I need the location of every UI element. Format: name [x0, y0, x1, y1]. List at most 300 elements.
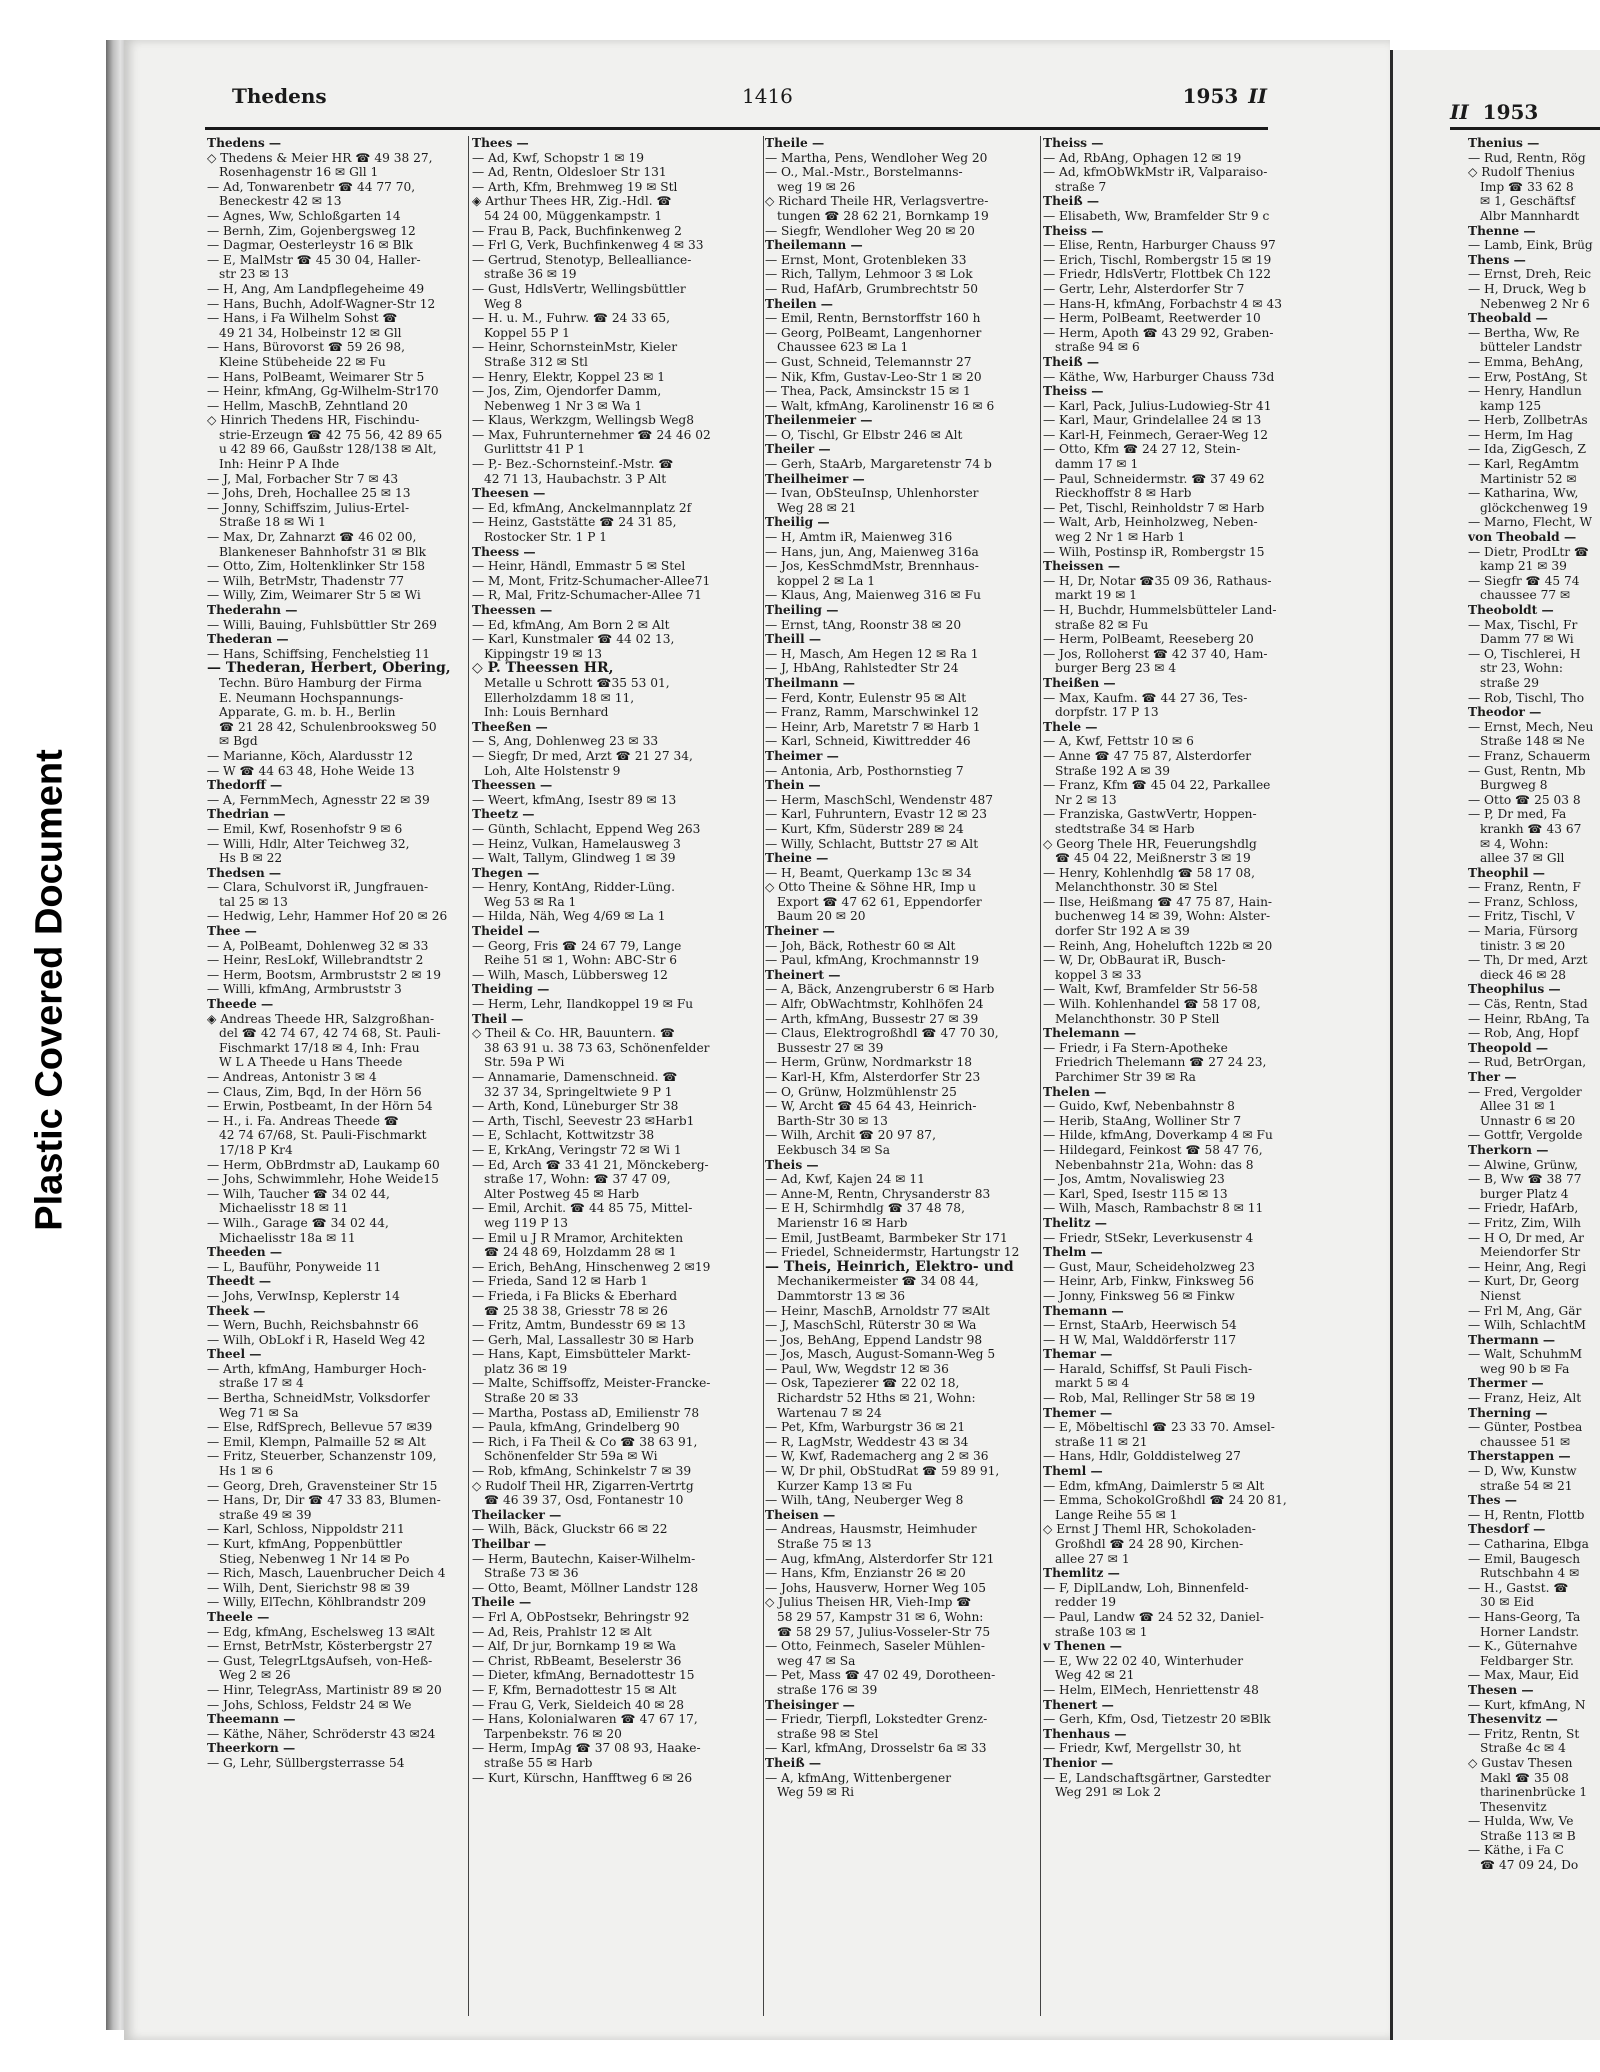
directory-entry-line: Theidel — [472, 924, 540, 939]
directory-entry-line: — E H, Schirmhdlg ☎ 37 48 78, [765, 1201, 965, 1216]
directory-entry-line: — Guido, Kwf, Nebenbahnstr 8 [1043, 1099, 1235, 1114]
directory-entry-line: Koppel 55 P 1 [484, 325, 570, 340]
directory-entry-line: Straße 192 A ✉ 39 [1055, 763, 1170, 778]
directory-entry-line: — Ilse, Heißmang ☎ 47 75 87, Hain- [1043, 894, 1273, 909]
directory-entry-line: — Wilh, BetrMstr, Thadenstr 77 [207, 573, 404, 588]
directory-entry-line: straße 103 ✉ 1 [1055, 1624, 1148, 1639]
directory-entry-line: Makl ☎ 35 08 [1480, 1770, 1569, 1785]
directory-entry-line: Theilmann — [765, 675, 855, 690]
directory-entry-line: Theml — [1043, 1464, 1103, 1479]
directory-entry-line: ☎ 21 28 42, Schulenbrooksweg 50 [219, 719, 437, 734]
directory-entry-line: Theil — [472, 1011, 524, 1026]
directory-entry-line: — Malte, Schiffsoffz, Meister-Francke- [472, 1376, 711, 1391]
directory-entry-line: — A, FernmMech, Agnesstr 22 ✉ 39 [207, 792, 430, 807]
directory-entry-line: 30 ✉ Eid [1480, 1595, 1535, 1610]
directory-entry-line: straße 29 [1480, 675, 1539, 690]
directory-entry-line: Theesen — [472, 486, 546, 501]
directory-entry-line: — A, PolBeamt, Dohlenweg 32 ✉ 33 [207, 938, 429, 953]
directory-entry-line: — Willy, Schlacht, Buttstr 27 ✉ Alt [765, 836, 979, 851]
directory-entry-line: Theiner — [765, 924, 835, 939]
directory-entry-line: — Friedel, Schneidermstr, Hartungstr 12 [765, 1245, 1020, 1260]
directory-entry-line: — E, KrkAng, Veringstr 72 ✉ Wi 1 [472, 1142, 682, 1157]
directory-entry-line: ◇ Ernst J Theml HR, Schokoladen- [1043, 1522, 1256, 1537]
directory-entry-line: — Jonny, Finksweg 56 ✉ Finkw [1043, 1288, 1235, 1303]
directory-entry-line: — Georg, PolBeamt, Langenhorner [765, 325, 982, 340]
directory-entry-line: — Gerh, StaArb, Margaretenstr 74 b [765, 457, 992, 472]
directory-entry-line: Kleine Stübeheide 22 ✉ Fu [219, 354, 386, 369]
directory-entry-line: — H., i. Fa. Andreas Theede ☎ [207, 1113, 399, 1128]
directory-entry-line: redder 19 [1055, 1595, 1117, 1610]
directory-entry-line: Rosenhagenstr 16 ✉ Gll 1 [219, 165, 379, 180]
directory-entry-line: — Hans-H, kfmAng, Forbachstr 4 ✉ 43 [1043, 296, 1282, 311]
directory-entry-line: koppel 3 ✉ 33 [1055, 967, 1142, 982]
directory-entry-line: — Karl, Maur, Grindelallee 24 ✉ 13 [1043, 413, 1262, 428]
directory-entry-line: Thesenvitz [1480, 1799, 1547, 1814]
directory-entry-line: — Ad, kfmObWkMstr iR, Valparaiso- [1043, 165, 1268, 180]
directory-entry-line: Weg 59 ✉ Ri [777, 1785, 854, 1800]
directory-entry-line: ☎ 58 29 57, Julius-Vosseler-Str 75 [777, 1624, 991, 1639]
directory-entry-line: — Gertr, Lehr, Alsterdorfer Str 7 [1043, 281, 1245, 296]
directory-entry-line: koppel 2 ✉ La 1 [777, 573, 876, 588]
directory-entry-line: — Erich, BehAng, Hinschenweg 2 ✉19 [472, 1259, 711, 1274]
directory-entry-line: — Franz, Heiz, Alt [1468, 1391, 1582, 1406]
directory-entry-line: Reihe 51 ✉ 1, Wohn: ABC-Str 6 [484, 953, 678, 968]
directory-entry-line: — Ernst, Mech, Neu [1468, 719, 1594, 734]
directory-entry-line: — E, Landschaftsgärtner, Garstedter [1043, 1770, 1271, 1785]
directory-entry-line: — A, kfmAng, Wittenbergener [765, 1770, 952, 1785]
directory-entry-line: Thermann — [1468, 1332, 1556, 1347]
directory-entry-line: — Paul, kfmAng, Krochmannstr 19 [765, 953, 979, 968]
directory-entry-line: — Elisabeth, Ww, Bramfelder Str 9 c [1043, 208, 1270, 223]
directory-entry-line: — Rich, i Fa Theil & Co ☎ 38 63 91, [472, 1434, 698, 1449]
directory-entry-line: — Karl, Schneid, Kiwittredder 46 [765, 734, 971, 749]
right-page-header [1450, 100, 1538, 124]
directory-entry-line: Theede — [207, 997, 274, 1012]
directory-entry-line: — F, DiplLandw, Loh, Binnenfeld- [1043, 1580, 1249, 1595]
directory-entry-line: Feldbarger Str. [1480, 1653, 1574, 1668]
directory-entry-line: damm 17 ✉ 1 [1055, 457, 1139, 472]
directory-entry-line: — Emil, Archit. ☎ 44 85 75, Mittel- [472, 1201, 693, 1216]
directory-entry-line: — W, Kwf, Rademacherg ang 2 ✉ 36 [765, 1449, 989, 1464]
directory-entry-line: — Franz, Schauerm [1468, 748, 1591, 763]
directory-entry-line: W L A Theede u Hans Theede [219, 1055, 403, 1070]
directory-entry-line: Weg 28 ✉ 21 [777, 500, 857, 515]
directory-column-3 [765, 136, 1040, 2026]
directory-entry-line: str 23 ✉ 13 [219, 267, 289, 282]
directory-entry-line: Theilacker — [472, 1507, 562, 1522]
directory-entry-line: ☎ 46 39 37, Osd, Fontanestr 10 [484, 1493, 684, 1508]
directory-entry-line: del ☎ 42 74 67, 42 74 68, St. Pauli- [219, 1026, 441, 1041]
directory-entry-line: straße 82 ✉ Fu [1055, 617, 1149, 632]
directory-entry-line: — E, Ww 22 02 40, Winterhuder [1043, 1653, 1244, 1668]
directory-entry-line: — Frl A, ObPostsekr, Behringstr 92 [472, 1609, 690, 1624]
directory-entry-line: Theobald — [1468, 311, 1548, 326]
directory-entry-line: — Erw, PostAng, St [1468, 369, 1588, 384]
directory-entry-line: — P,- Bez.-Schornsteinf.-Mstr. ☎ [472, 457, 674, 472]
directory-entry-line: — Frau G, Verk, Sieldeich 40 ✉ 28 [472, 1697, 685, 1712]
directory-entry-line: — Annamarie, Damenschneid. ☎ [472, 1070, 678, 1084]
directory-entry-line: Theerkorn — [207, 1741, 296, 1756]
directory-entry-line: — H. u. M., Fuhrw. ☎ 24 33 65, [472, 311, 671, 326]
directory-entry-line: — Hilde, kfmAng, Doverkamp 4 ✉ Fu [1043, 1128, 1273, 1143]
directory-entry-line: — Walt, Arb, Heinholzweg, Neben- [1043, 515, 1258, 530]
directory-entry-line: — Nik, Kfm, Gustav-Leo-Str 1 ✉ 20 [765, 369, 982, 384]
directory-entry-line: — Anne ☎ 47 75 87, Alsterdorfer [1043, 748, 1252, 763]
directory-entry-line: Straße 312 ✉ Stl [484, 354, 588, 369]
directory-entry-line: ◇ Richard Theile HR, Verlagsvertre- [765, 194, 989, 209]
directory-entry-line: Chaussee 623 ✉ La 1 [777, 340, 909, 355]
directory-entry-line: Allee 31 ✉ 1 [1480, 1099, 1557, 1114]
directory-column-2 [472, 136, 768, 2026]
directory-entry-line: — Martha, Pens, Wendloher Weg 20 [765, 150, 988, 165]
directory-entry-line: — Anne-M, Rentn, Chrysanderstr 83 [765, 1186, 991, 1201]
directory-entry-line: — A, Kwf, Fettstr 10 ✉ 6 [1043, 734, 1194, 749]
directory-entry-line: — Heinz, Vulkan, Hamelausweg 3 [472, 836, 681, 851]
directory-entry-line: Theiss — [1043, 223, 1104, 238]
directory-entry-line: ✉ 4, Wohn: [1480, 836, 1549, 851]
directory-entry-line: — Antonia, Arb, Posthornstieg 7 [765, 763, 964, 778]
directory-entry-line: — Gust, Maur, Scheideholzweg 23 [1043, 1259, 1255, 1274]
directory-entry-line: — J, Mal, Forbacher Str 7 ✉ 43 [207, 471, 399, 486]
directory-entry-line: — Ed, kfmAng, Am Born 2 ✉ Alt [472, 617, 670, 632]
directory-entry-line: Beneckestr 42 ✉ 13 [219, 194, 342, 209]
directory-entry-line: — Johs, VerwInsp, Keplerstr 14 [207, 1288, 400, 1303]
directory-entry-line: Nebenbahnstr 21a, Wohn: das 8 [1055, 1157, 1254, 1172]
directory-entry-line: Melanchthonstr. 30 ✉ Stel [1055, 880, 1218, 895]
directory-entry-line: — S, Ang, Dohlenweg 23 ✉ 33 [472, 734, 659, 749]
side-banner [0, 0, 100, 2072]
directory-entry-line: Weg 42 ✉ 21 [1055, 1668, 1135, 1683]
directory-entry-line: weg 47 ✉ Sa [777, 1653, 856, 1668]
directory-entry-line: — Alwine, Grünw, [1468, 1157, 1579, 1172]
directory-entry-line: — Karl, Fuhruntern, Evastr 12 ✉ 23 [765, 807, 987, 822]
directory-entry-line: — Rob, Ang, Hopf [1468, 1026, 1579, 1041]
directory-entry-line: — Emil, Kwf, Rosenhofstr 9 ✉ 6 [207, 821, 403, 836]
directory-entry-line: — Franziska, GastwVertr, Hoppen- [1043, 807, 1257, 822]
directory-entry-line: Theedt — [207, 1274, 272, 1289]
directory-entry-line: — Henry, KontAng, Ridder-Lüng. [472, 880, 675, 895]
directory-entry-line: Theisinger — [765, 1697, 855, 1712]
directory-entry-line: — W, Dr, ObBaurat iR, Busch- [1043, 953, 1226, 968]
directory-entry-line: Gurlittstr 41 P 1 [484, 442, 586, 457]
directory-entry-line: Nienst [1480, 1288, 1521, 1303]
directory-entry-line: — Ernst, StaArb, Heerwisch 54 [1043, 1318, 1237, 1333]
directory-entry-line: — H, Amtm iR, Maienweg 316 [765, 530, 953, 545]
directory-entry-line: — Wilh, ObLokf i R, Haseld Weg 42 [207, 1332, 426, 1347]
directory-entry-line: — Marianne, Köch, Alardusstr 12 [207, 748, 414, 763]
directory-entry-line: — Henry, Elektr, Koppel 23 ✉ 1 [472, 369, 666, 384]
directory-entry-line: — Max, Dr, Zahnarzt ☎ 46 02 00, [207, 530, 417, 545]
directory-entry-line: Thens — [1468, 252, 1526, 267]
directory-entry-line: — Frieda, i Fa Blicks & Eberhard [472, 1288, 678, 1303]
directory-entry-line: — Georg, Dreh, Gravensteiner Str 15 [207, 1478, 438, 1493]
directory-entry-line: — Emil, Klempn, Palmaille 52 ✉ Alt [207, 1434, 426, 1449]
directory-entry-line: — Karl, kfmAng, Drosselstr 6a ✉ 33 [765, 1741, 987, 1756]
directory-entry-line: Theisen — [765, 1507, 836, 1522]
directory-entry-line: ◇ Rudolf Theil HR, Zigarren-Vertrtg [472, 1478, 694, 1493]
directory-entry-line: Nr 2 ✉ 13 [1055, 792, 1117, 807]
directory-entry-line: Straße 113 ✉ B [1480, 1828, 1576, 1843]
directory-entry-line: — Henry, Handlun [1468, 384, 1582, 399]
directory-entry-line: Theemann — [207, 1712, 296, 1727]
directory-entry-line: — Wilh, Bäck, Gluckstr 66 ✉ 22 [472, 1522, 668, 1537]
directory-entry-line: Michaelisstr 18a ✉ 11 [219, 1230, 356, 1245]
directory-entry-line: von Theobald — [1468, 530, 1577, 545]
directory-entry-line: — Jos, Zim, Ojendorfer Damm, [472, 384, 662, 399]
directory-entry-line: straße 98 ✉ Stel [777, 1726, 879, 1741]
directory-entry-line: Theiss — [1043, 136, 1104, 150]
directory-entry-line: — Frl G, Verk, Buchfinkenweg 4 ✉ 33 [472, 238, 704, 253]
directory-entry-line: — Friedr, HdlsVertr, Flottbek Ch 122 [1043, 267, 1271, 282]
directory-entry-line: Theophil — [1468, 865, 1545, 880]
right-header-rule [1450, 127, 1600, 130]
directory-entry-line: — Erwin, Postbeamt, In der Hörn 54 [207, 1099, 433, 1114]
directory-entry-line: — D, Ww, Kunstw [1468, 1464, 1577, 1479]
directory-entry-line: Themann — [1043, 1303, 1124, 1318]
directory-entry-line: — Wilh., Garage ☎ 34 02 44, [207, 1215, 389, 1230]
directory-entry-line: ◈ Andreas Theede HR, Salzgroßhan- [207, 1011, 435, 1026]
directory-entry-line: weg 119 P 13 [484, 1215, 569, 1230]
directory-entry-line: — Fritz, Steuerber, Schanzenstr 109, [207, 1449, 437, 1464]
column-divider [468, 136, 469, 2016]
directory-entry-line: ☎ 45 04 22, Meißnerstr 3 ✉ 19 [1055, 851, 1251, 866]
directory-entry-line: Straße 20 ✉ 33 [484, 1391, 579, 1406]
page-year [1183, 84, 1267, 108]
directory-entry-line: Thelen — [1043, 1084, 1107, 1099]
directory-entry-line: straße 94 ✉ 6 [1055, 340, 1140, 355]
directory-entry-line: Therkorn — [1468, 1142, 1549, 1157]
directory-entry-line: — Herm, PolBeamt, Reetwerder 10 [1043, 311, 1261, 326]
directory-entry-line: — L, Bauführ, Ponyweide 11 [207, 1259, 382, 1274]
directory-entry-line: Thedorff — [207, 778, 283, 793]
directory-entry-line: — Kurt, kfmAng, Poppenbüttler [207, 1537, 402, 1551]
directory-entry-line: ☎ 25 38 38, Griesstr 78 ✉ 26 [484, 1303, 668, 1318]
directory-entry-line: — Rich, Masch, Lauenbrucher Deich 4 [207, 1566, 446, 1581]
directory-entry-line: — Gerh, Kfm, Osd, Tietzestr 20 ✉Blk [1043, 1712, 1271, 1727]
directory-entry-line: — Gust, Schneid, Telemannstr 27 [765, 354, 972, 369]
directory-entry-line: — P, Dr med, Fa [1468, 807, 1567, 822]
directory-entry-line: Kurzer Kamp 13 ✉ Fu [777, 1478, 913, 1493]
directory-entry-line: ◇ Rudolf Thenius [1468, 165, 1575, 180]
directory-entry-line: — Wilh, Masch, Lübbersweg 12 [472, 967, 668, 982]
directory-entry-line: ☎ 24 48 69, Holzdamm 28 ✉ 1 [484, 1245, 677, 1260]
directory-entry-line: ◇ Gustav Thesen [1468, 1755, 1573, 1770]
directory-entry-line: Blankeneser Bahnhofstr 31 ✉ Blk [219, 544, 426, 559]
directory-entry-line: Loh, Alte Holstenstr 9 [484, 763, 621, 778]
directory-entry-line: Thenhaus — [1043, 1726, 1127, 1741]
directory-entry-line: — Ed, Arch ☎ 33 41 21, Mönckeberg- [472, 1157, 709, 1172]
directory-entry-line: Großhdl ☎ 24 28 90, Kirchen- [1055, 1537, 1244, 1551]
directory-entry-line: — Aug, kfmAng, Alsterdorfer Str 121 [765, 1551, 995, 1566]
directory-entry-line: Theile — [765, 136, 825, 150]
directory-entry-line: Thelemann — [1043, 1026, 1137, 1041]
directory-entry-line: — Hans, PolBeamt, Weimarer Str 5 [207, 369, 425, 384]
directory-entry-line: Baum 20 ✉ 20 [777, 909, 866, 924]
directory-entry-line: — Ad, Tonwarenbetr ☎ 44 77 70, [207, 179, 416, 194]
directory-entry-line: — Wilh. Kohlenhandel ☎ 58 17 08, [1043, 997, 1261, 1012]
directory-entry-line: — Käthe, Ww, Harburger Chauss 73d [1043, 369, 1275, 384]
directory-entry-line: — Johs, Schwimmlehr, Hohe Weide15 [207, 1172, 439, 1187]
directory-entry-line: — Otto, Beamt, Möllner Landstr 128 [472, 1580, 699, 1595]
directory-entry-line: Michaelisstr 18 ✉ 11 [219, 1201, 349, 1216]
directory-entry-line: Theilen — [765, 296, 833, 311]
page-header [232, 84, 1267, 124]
directory-entry-line: Thedens — [207, 136, 282, 150]
directory-entry-line: dorfer Str 192 A ✉ 39 [1055, 924, 1190, 939]
directory-entry-line: — Arth, Kfm, Brehmweg 19 ✉ Stl [472, 179, 678, 194]
directory-entry-line: — Kurt, kfmAng, N [1468, 1697, 1586, 1712]
directory-entry-line: — Thederan, Herbert, Obering, [207, 661, 451, 676]
directory-entry-line: — Hilda, Näh, Weg 4/69 ✉ La 1 [472, 909, 666, 924]
directory-entry-line: — Günter, Postbea [1468, 1420, 1583, 1435]
directory-entry-line: — Klaus, Ang, Maienweg 316 ✉ Fu [765, 588, 981, 603]
directory-entry-line: — E, Möbeltischl ☎ 23 33 70. Amsel- [1043, 1420, 1275, 1435]
directory-entry-line: — Herm, Bautechn, Kaiser-Wilhelm- [472, 1551, 696, 1566]
directory-entry-line: Lange Reihe 55 ✉ 1 [1055, 1507, 1178, 1522]
directory-entry-line: — Fritz, Amtm, Bundesstr 69 ✉ 13 [472, 1318, 686, 1333]
directory-entry-line: ◈ Arthur Thees HR, Zig.-Hdl. ☎ [472, 194, 672, 209]
directory-entry-line: burger Berg 23 ✉ 4 [1055, 661, 1177, 676]
directory-entry-line: Thenert — [1043, 1697, 1114, 1712]
directory-entry-line: kamp 125 [1480, 398, 1542, 413]
directory-entry-line: ◇ P. Theessen HR, [472, 661, 614, 676]
directory-entry-line: — Arth, kfmAng, Hamburger Hoch- [207, 1361, 427, 1376]
directory-entry-line: — Herm, ImpAg ☎ 37 08 93, Haake- [472, 1741, 701, 1756]
directory-entry-line: u 42 89 66, Gaußstr 128/138 ✉ Alt, [219, 442, 437, 457]
directory-entry-line: Thedsen — [207, 865, 282, 880]
directory-entry-line: Thenius — [1468, 136, 1540, 150]
directory-entry-line: — Günth, Schlacht, Eppend Weg 263 [472, 821, 701, 836]
directory-entry-line: — Otto ☎ 25 03 8 [1468, 792, 1581, 807]
directory-entry-line: weg 2 Nr 1 ✉ Harb 1 [1055, 530, 1186, 545]
directory-entry-line: — Siegfr ☎ 45 74 [1468, 573, 1580, 588]
directory-entry-line: — Friedr, HafArb, [1468, 1201, 1579, 1216]
directory-entry-line: — Fritz, Rentn, St [1468, 1726, 1580, 1741]
directory-entry-line: Metalle u Schrott ☎35 53 01, [484, 675, 670, 690]
directory-entry-line: Thes — [1468, 1493, 1517, 1508]
directory-entry-line: Thele — [1043, 719, 1098, 734]
directory-entry-line: — H, Buchdr, Hummelsbütteler Land- [1043, 603, 1277, 617]
directory-entry-line: straße 55 ✉ Harb [484, 1755, 593, 1770]
directory-entry-line: — Dieter, kfmAng, Bernadottestr 15 [472, 1668, 695, 1683]
directory-entry-line: 32 37 34, Springeltwiete 9 P 1 [484, 1084, 673, 1099]
directory-entry-line: Inh: Louis Bernhard [484, 705, 609, 720]
directory-entry-line: — Ivan, ObSteuInsp, Uhlenhorster [765, 486, 979, 501]
directory-entry-line: tungen ☎ 28 62 21, Bornkamp 19 [777, 208, 989, 223]
directory-entry-line: — Paul, Landw ☎ 24 52 32, Daniel- [1043, 1609, 1264, 1624]
directory-entry-line: — Johs, Hausverw, Horner Weg 105 [765, 1580, 987, 1595]
directory-entry-line: — Willi, Bauing, Fuhlsbüttler Str 269 [207, 617, 437, 632]
directory-entry-line: — Martha, Postass aD, Emilienstr 78 [472, 1405, 700, 1420]
directory-entry-line: weg 90 b ✉ Fa [1480, 1361, 1570, 1376]
right-year: 1953 [1482, 100, 1539, 124]
directory-entry-line: — Rob, Tischl, Tho [1468, 690, 1585, 705]
directory-entry-line: — Gust, Rentn, Mb [1468, 763, 1586, 778]
directory-entry-line: — Pet, Kfm, Warburgstr 36 ✉ 21 [765, 1420, 966, 1435]
directory-entry-line: — Frau B, Pack, Buchfinkenweg 2 [472, 223, 682, 238]
directory-entry-line: dorpfstr. 17 P 13 [1055, 705, 1159, 720]
directory-entry-line: — Käthe, Näher, Schröderstr 43 ✉24 [207, 1726, 436, 1741]
year-value: 1953 [1182, 84, 1239, 108]
directory-entry-line: dieck 46 ✉ 28 [1480, 967, 1566, 982]
directory-entry-line: — Siegfr, Wendloher Weg 20 ✉ 20 [765, 223, 975, 238]
directory-entry-line: straße 17 ✉ 4 [219, 1376, 304, 1391]
directory-entry-line: — A, Bäck, Anzengruberstr 6 ✉ Harb [765, 982, 995, 997]
page-number: 1416 [742, 84, 793, 108]
directory-entry-line: — Hans, Dr, Dir ☎ 47 33 83, Blumen- [207, 1493, 441, 1508]
directory-entry-line: — Wern, Buchh, Reichsbahnstr 66 [207, 1318, 419, 1333]
directory-entry-line: — Dietr, ProdLtr ☎ [1468, 544, 1590, 559]
directory-entry-line: strie-Erzeugn ☎ 42 75 56, 42 89 65 [219, 427, 443, 442]
directory-entry-line: Martinistr 52 ✉ [1480, 471, 1577, 486]
directory-entry-line: — Heinr, RbAng, Ta [1468, 1011, 1590, 1026]
directory-entry-line: ◇ Georg Thele HR, Feuerungshdlg [1043, 836, 1257, 851]
directory-entry-line: — Friedr, Tierpfl, Lokstedter Grenz- [765, 1712, 988, 1727]
directory-entry-line: straße 54 ✉ 21 [1480, 1478, 1573, 1493]
directory-entry-line: — Otto, Kfm ☎ 24 27 12, Stein- [1043, 442, 1241, 457]
directory-entry-line: — Catharina, Elbga [1468, 1537, 1589, 1551]
directory-entry-line: — Hedwig, Lehr, Hammer Hof 20 ✉ 26 [207, 909, 448, 924]
directory-entry-line: — Heinz, Gaststätte ☎ 24 31 85, [472, 515, 677, 530]
directory-entry-line: — Ernst, tAng, Roonstr 38 ✉ 20 [765, 617, 962, 632]
directory-entry-line: — Wilh, Archit ☎ 20 97 87, [765, 1128, 936, 1143]
directory-entry-line: — O, Tischlerei, H [1468, 646, 1581, 661]
directory-entry-line: Rieckhoffstr 8 ✉ Harb [1055, 486, 1192, 501]
column-divider [763, 136, 764, 2016]
directory-entry-line: Therstappen — [1468, 1449, 1571, 1464]
directory-entry-line: 42 71 13, Haubachstr. 3 P Alt [484, 471, 667, 486]
directory-entry-line: Theilheimer — [765, 471, 865, 486]
directory-entry-line: Thesdorf — [1468, 1522, 1546, 1537]
directory-entry-line: 49 21 34, Holbeinstr 12 ✉ Gll [219, 325, 402, 340]
directory-entry-line: — Wilh, SchlachtM [1468, 1318, 1587, 1333]
directory-entry-line: — Emil u J R Mramor, Architekten [472, 1230, 684, 1245]
directory-entry-line: tal 25 ✉ 13 [219, 894, 288, 909]
directory-entry-line: — M, Mont, Fritz-Schumacher-Allee71 [472, 573, 711, 588]
directory-entry-line: 17/18 P Kr4 [219, 1142, 293, 1157]
directory-entry-line: burger Platz 4 [1480, 1186, 1569, 1201]
directory-entry-line: str 23, Wohn: [1480, 661, 1563, 676]
directory-entry-line: chaussee 51 ✉ [1480, 1434, 1571, 1449]
directory-entry-line: Theele — [207, 1609, 270, 1624]
directory-entry-line: — Bertha, SchneidMstr, Volksdorfer [207, 1391, 430, 1406]
directory-entry-line: — H, Rentn, Flottb [1468, 1507, 1585, 1522]
directory-entry-line: — Theis, Heinrich, Elektro- und [765, 1259, 1014, 1275]
directory-entry-line: Theophilus — [1468, 982, 1561, 997]
directory-entry-line: — Jos, Masch, August-Somann-Weg 5 [765, 1347, 996, 1362]
directory-entry-line: — Rob, Mal, Rellinger Str 58 ✉ 19 [1043, 1391, 1256, 1406]
directory-entry-line: Wartenau 7 ✉ 24 [777, 1405, 882, 1420]
directory-entry-line: — Henry, Kohlenhdlg ☎ 58 17 08, [1043, 865, 1255, 880]
directory-entry-line: ✉ Bgd [219, 734, 258, 749]
directory-entry-line: Weg 53 ✉ Ra 1 [484, 894, 577, 909]
directory-entry-line: Thesen — [1468, 1682, 1534, 1697]
directory-entry-line: — Hans, Hdlr, Golddistelweg 27 [1043, 1449, 1241, 1464]
directory-entry-line: — Rud, Rentn, Rög [1468, 150, 1586, 165]
directory-entry-line: 42 74 67/68, St. Pauli-Fischmarkt [219, 1128, 427, 1143]
directory-entry-line: — Hans, Kfm, Enzianstr 26 ✉ 20 [765, 1566, 966, 1581]
directory-entry-line: Straße 148 ✉ Ne [1480, 734, 1585, 749]
directory-entry-line: Dammtorstr 13 ✉ 36 [777, 1288, 906, 1303]
directory-entry-line: — Max, Tischl, Fr [1468, 617, 1578, 632]
directory-entry-line: Straße 4c ✉ 4 [1480, 1741, 1566, 1756]
directory-entry-line: — Wilh, Dent, Sierichstr 98 ✉ 39 [207, 1580, 410, 1595]
directory-entry-line: straße 11 ✉ 21 [1055, 1434, 1148, 1449]
directory-entry-line: — Karl, Pack, Julius-Ludowieg-Str 41 [1043, 398, 1272, 413]
directory-entry-line: — Cäs, Rentn, Stad [1468, 997, 1588, 1012]
directory-entry-line: markt 19 ✉ 1 [1055, 588, 1138, 603]
directory-entry-line: Richardstr 52 Hths ✉ 21, Wohn: [777, 1391, 976, 1406]
